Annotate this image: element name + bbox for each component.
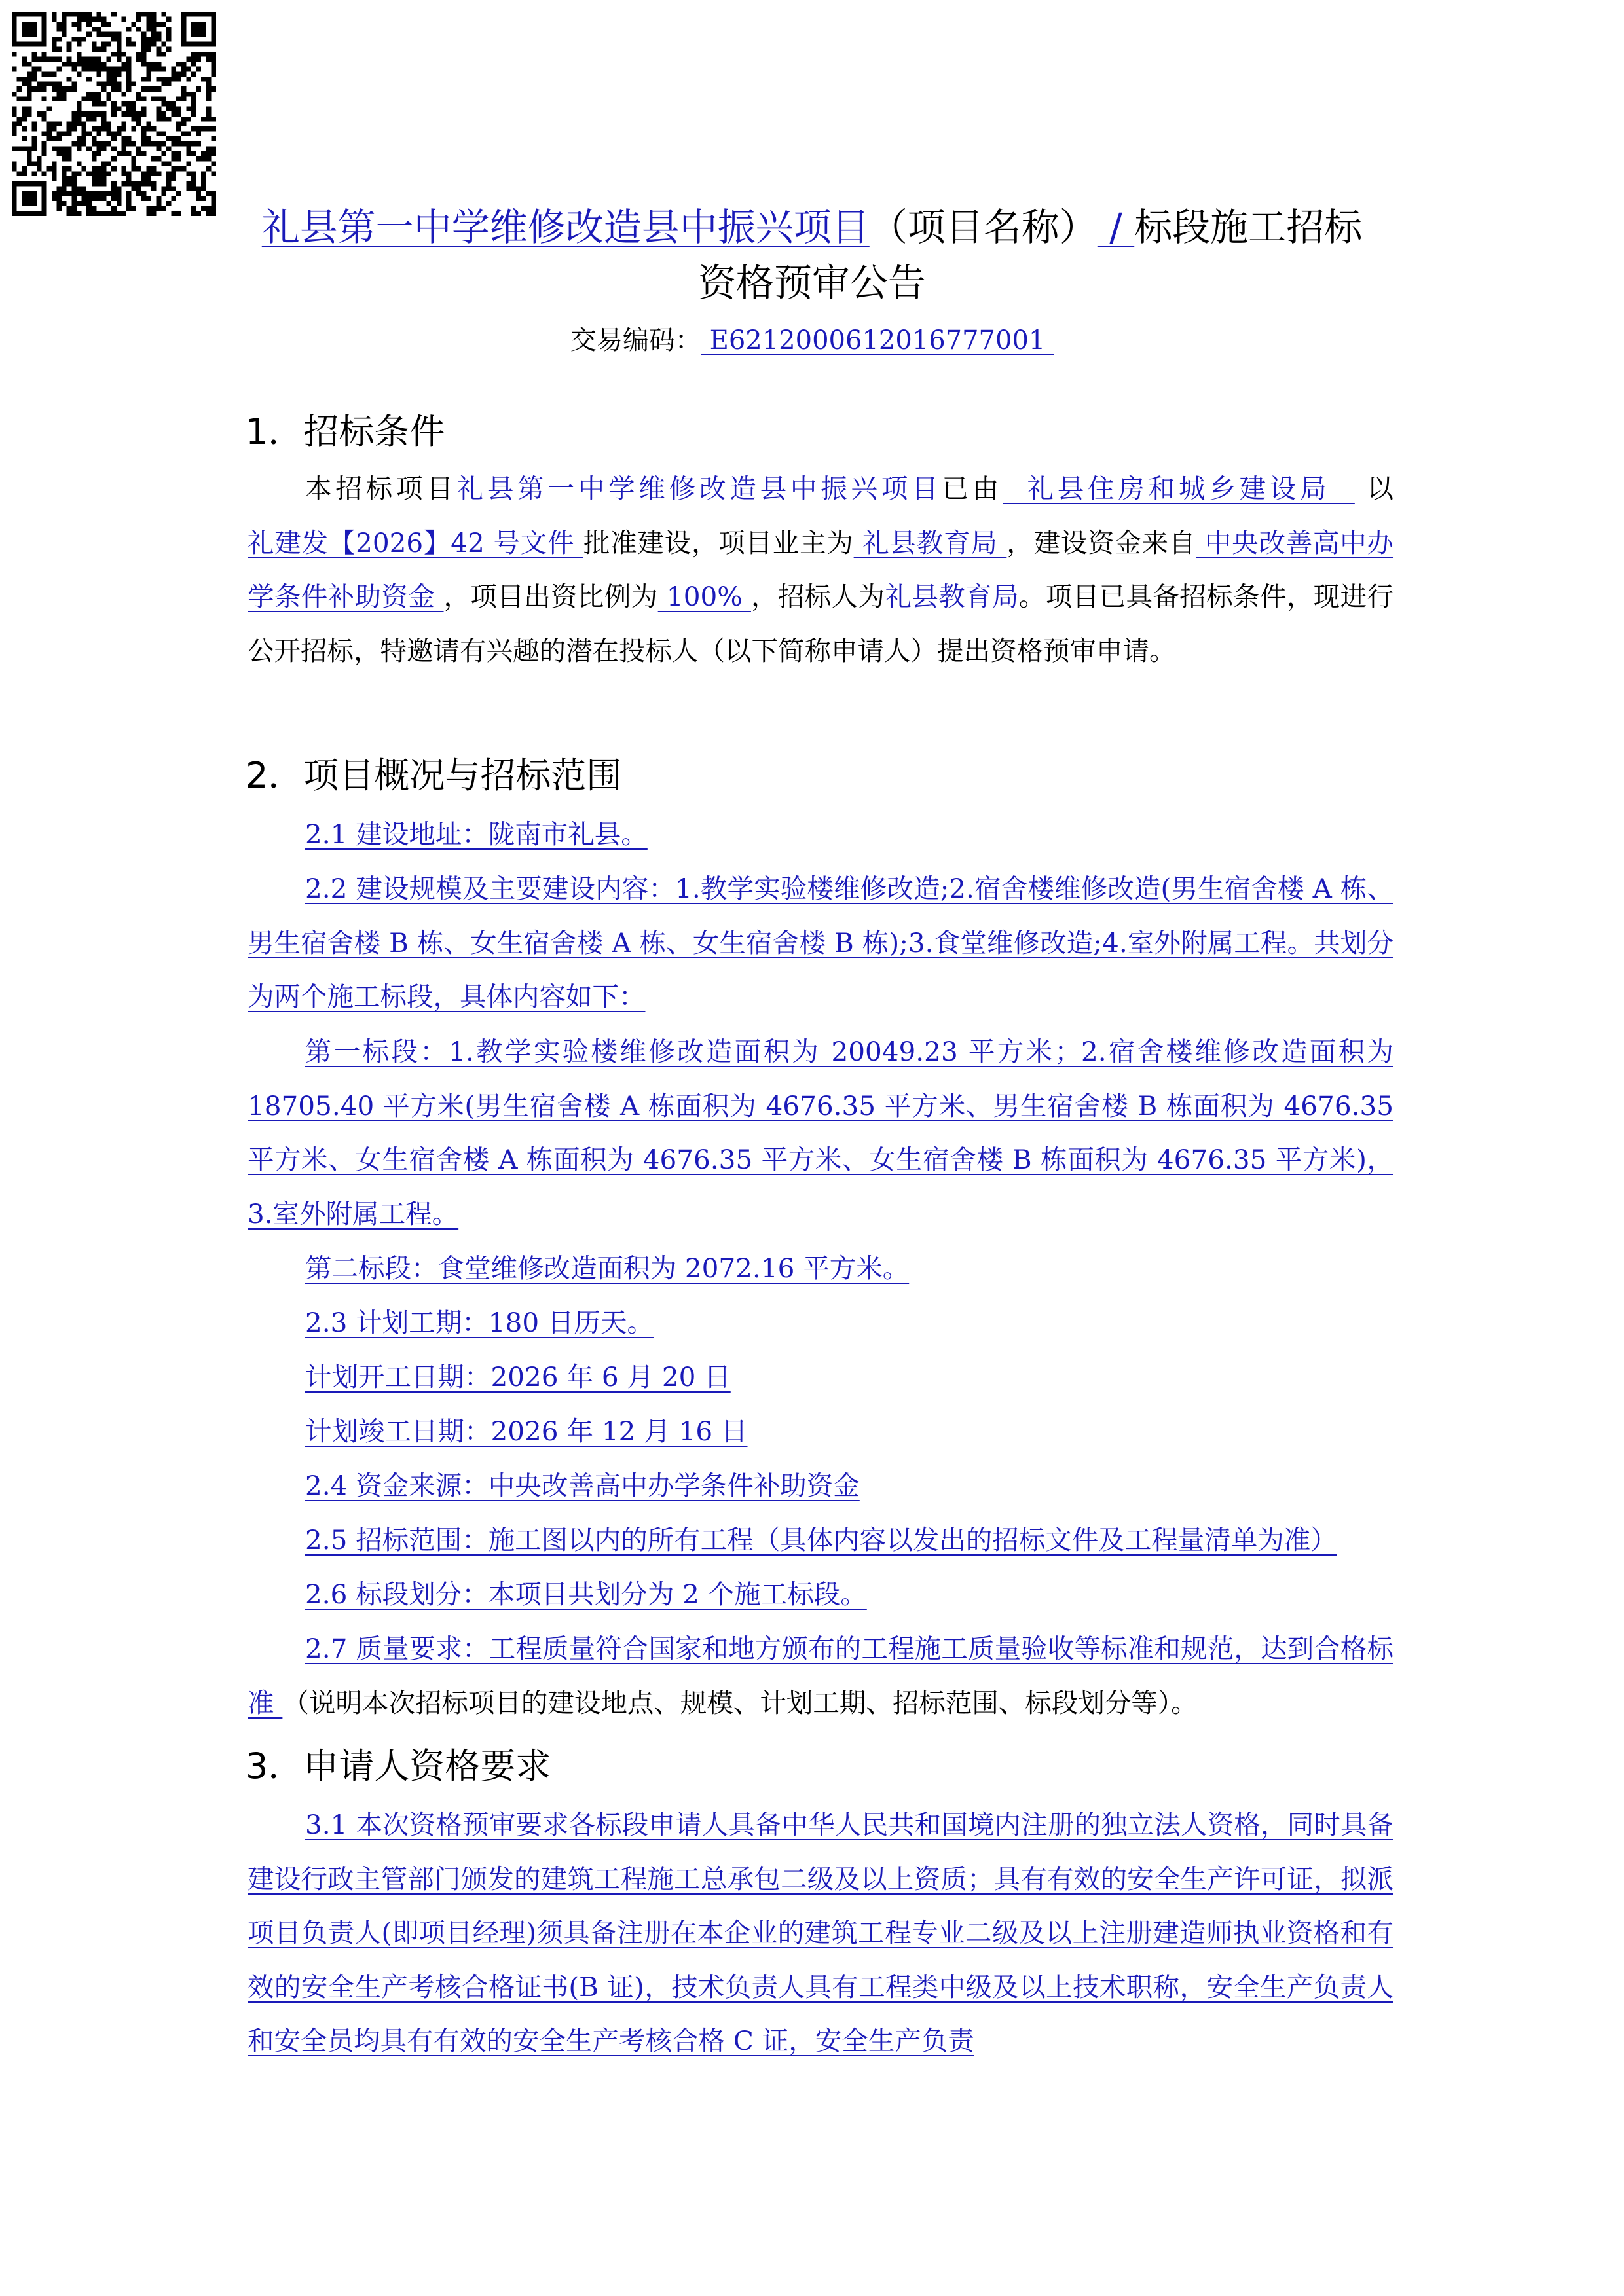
link-end-date[interactable]: 计划竣工日期：2026 年 12 月 16 日 (305, 1415, 748, 1447)
link-2-6[interactable]: 2.6 标段划分：本项目共划分为 2 个施工标段。 (305, 1578, 867, 1610)
para-start-date (248, 1350, 1393, 1404)
link-2-4[interactable]: 2.4 资金来源：中央改善高中办学条件补助资金 (305, 1470, 860, 1501)
s1-text-5: ，建设资金来自 (1006, 526, 1196, 558)
link-2-5[interactable]: 2.5 招标范围：施工图以内的所有工程（具体内容以发出的招标文件及工程量清单为准） (305, 1524, 1337, 1556)
link-2-3[interactable]: 2.3 计划工期：180 日历天。 (305, 1307, 654, 1338)
para-3-1 (248, 1798, 1393, 2068)
s1-text-7: ，招标人为 (750, 581, 885, 612)
trade-code-label: 交易编码： (570, 325, 701, 355)
document-subtitle: 资格预审公告 (697, 261, 926, 305)
trade-code (0, 321, 1624, 360)
s1-text-3: 以 (1354, 473, 1394, 504)
qr-code-modules (12, 12, 216, 216)
link-start-date[interactable]: 计划开工日期：2026 年 6 月 20 日 (305, 1361, 731, 1393)
s1-approver[interactable]: 礼县住房和城乡建设局 (1003, 473, 1355, 504)
link-2-7[interactable]: 2.7 质量要求：工程质量符合国家和地方颁布的工程施工质量验收等标准和规范，达到合格标准 (248, 1633, 1393, 1719)
s1-text-8: 。项目已具备招标条件，现进行公开招标，特邀请有兴趣的潜在投标人（以下简称申请人）提出资格预审申请。 (248, 581, 1394, 666)
link-lot-2[interactable]: 第二标段：食堂维修改造面积为 2072.16 平方米。 (305, 1252, 910, 1284)
s1-owner[interactable]: 礼县教育局 (853, 526, 1007, 558)
s1-fund[interactable]: 中央改善高中办学条件补助资金 (248, 526, 1394, 612)
para-2-1 (248, 807, 1393, 862)
para-lot-2 (248, 1241, 1393, 1296)
s1-approval-doc[interactable]: 礼建发【2026】42 号文件 (248, 526, 583, 558)
title-project-name[interactable]: 礼县第一中学维修改造县中振兴项目 (261, 205, 870, 249)
s1-ratio[interactable]: 100% (657, 581, 751, 612)
s1-text-2: 已由 (942, 473, 1003, 504)
para-2-3 (248, 1296, 1393, 1350)
s1-text-1: 本招标项目 (305, 473, 457, 504)
s1-text-6: ，项目出资比例为 (443, 581, 658, 612)
section-3-heading: 3．申请人资格要求 (246, 1745, 551, 1787)
para-lot-1 (248, 1025, 1393, 1241)
s1-project: 礼县第一中学维修改造县中振兴项目 (456, 473, 942, 504)
title-line1-tail: 标段施工招标 (1134, 205, 1363, 249)
s1-text-4: 批准建设，项目业主为 (583, 526, 854, 558)
link-lot-1[interactable]: 第一标段：1.教学实验楼维修改造面积为 20049.23 平方米；2.宿舍楼维修改造面积为 18705.40 平方米(男生宿舍楼 A 栋面积为 4676.35 平方米、男生宿舍楼 B 栋面积为 4676.35 平方米、女生宿舍楼 A 栋面积为 4676.35 平方米、女生宿舍楼 B 栋面积为 4676.35 平方米)，3.室外附属工程。 (248, 1036, 1393, 1230)
para-2-4 (248, 1459, 1393, 1513)
section-1-heading: 1．招标条件 (246, 411, 445, 452)
para-2-5 (248, 1513, 1393, 1567)
trade-code-value[interactable]: E6212000612016777001 (701, 325, 1054, 355)
link-2-1[interactable]: 2.1 建设地址：陇南市礼县。 (305, 818, 648, 850)
section-1-paragraph (248, 462, 1393, 678)
link-2-2[interactable]: 2.2 建设规模及主要建设内容：1.教学实验楼维修改造;2.宿舍楼维修改造(男生宿舍楼 A 栋、男生宿舍楼 B 栋、女生宿舍楼 A 栋、女生宿舍楼 B 栋);3.食堂维修改造;4.室外附属工程。共划分为两个施工标段，具体内容如下： (248, 873, 1393, 1012)
para-2-7 (248, 1622, 1393, 1730)
title-section-blank[interactable]: / (1097, 205, 1135, 249)
document-title (0, 200, 1624, 255)
para-end-date (248, 1404, 1393, 1459)
para-2-6 (248, 1567, 1393, 1622)
title-project-name-suffix: （项目名称） (869, 205, 1098, 249)
qr-code-icon (12, 12, 216, 216)
s1-tenderer: 礼县教育局 (885, 581, 1019, 612)
para-2-7-note: （说明本次招标项目的建设地点、规模、计划工期、招标范围、标段划分等）。 (282, 1686, 1198, 1719)
link-3-1[interactable]: 3.1 本次资格预审要求各标段申请人具备中华人民共和国境内注册的独立法人资格，同时具备建设行政主管部门颁发的建筑工程施工总承包二级及以上资质；具有有效的安全生产许可证，拟派项目负责人(即项目经理)须具备注册在本企业的建筑工程专业二级及以上注册建造师执业资格和有效的安全生产考核合格证书(B 证)，技术负责人具有工程类中级及以上技术职称，安全生产负责人和安全员均具有有效的安全生产考核合格 C 证，安全生产负责 (248, 1809, 1393, 2056)
para-2-2 (248, 862, 1393, 1024)
section-2-heading: 2．项目概况与招标范围 (246, 755, 622, 796)
